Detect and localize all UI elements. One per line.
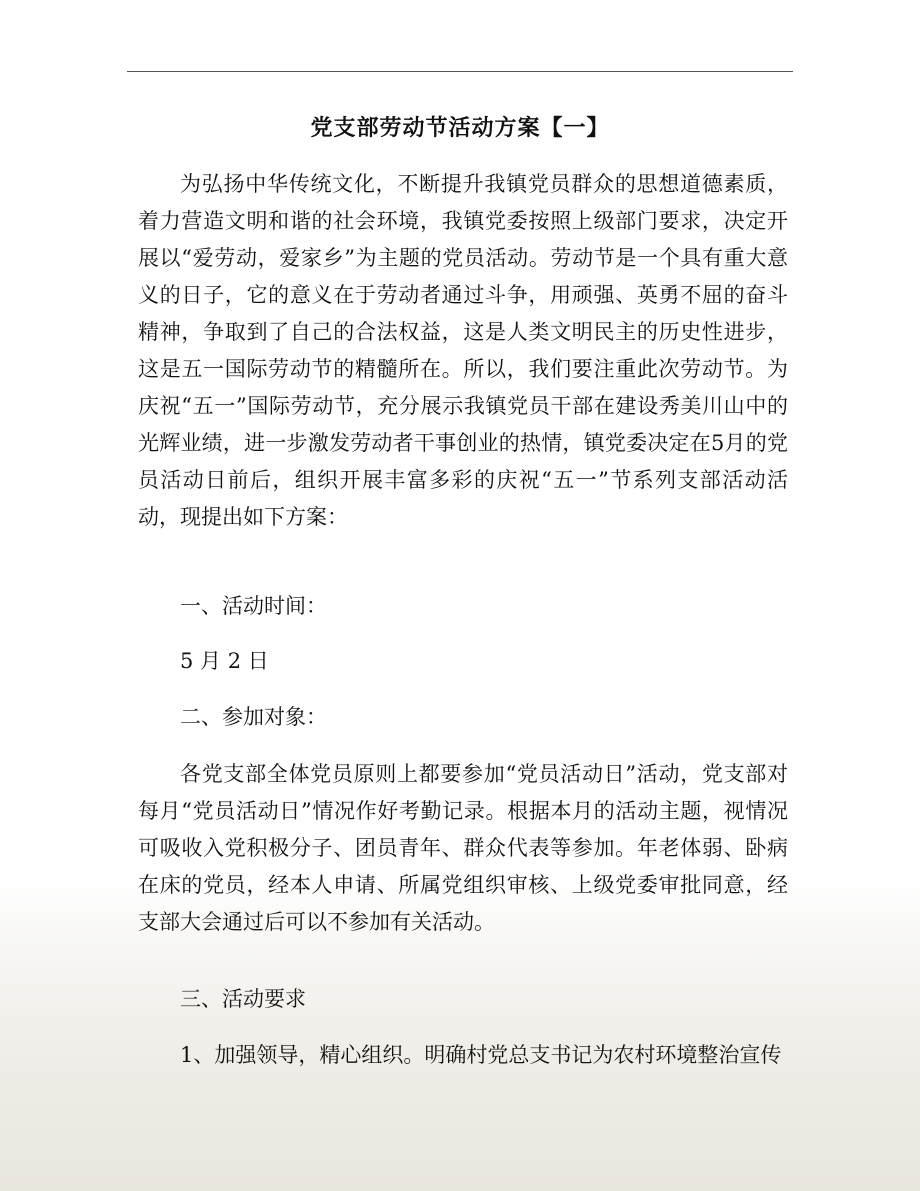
section-3-heading: 三、活动要求 bbox=[180, 987, 306, 1011]
section-3-item-1: 1、加强领导，精心组织。明确村党总支书记为农村环境整治宣传 bbox=[180, 1043, 782, 1067]
section-1-heading: 一、活动时间： bbox=[180, 594, 327, 618]
section-1-date: 5 月 2 日 bbox=[180, 649, 269, 673]
section-2-heading: 二、参加对象： bbox=[180, 705, 327, 729]
intro-paragraph: 为弘扬中华传统文化，不断提升我镇党员群众的思想道德素质，着力营造文明和谐的社会环境，我镇党委按照上级部门要求，决定开展以“爱劳动，爱家乡”为主题的党员活动。劳动节是一个具有重大意义的日子，它的意义在于劳动者通过斗争，用顽强、英勇不屈的奋斗精神，争取到了自己的合法权益，这是人类文明民主的历史性进步，这是五一国际劳动节的精髓所在。所以，我们要注重此次劳动节。为庆祝“五一”国际劳动节，充分展示我镇党员干部在建设秀美川山中的光辉业绩，进一步激发劳动者干事创业的热情，镇党委决定在5月的党员活动日前后，组织开展丰富多彩的庆祝“五一”节系列支部活动活动，现提出如下方案： bbox=[138, 172, 788, 529]
document-title: 党支部劳动节活动方案【一】 bbox=[310, 115, 610, 141]
header-rule bbox=[127, 71, 793, 72]
section-2-paragraph: 各党支部全体党员原则上都要参加“党员活动日”活动，党支部对每月“党员活动日”情况作好考勤记录。根据本月的活动主题，视情况可吸收入党积极分子、团员青年、群众代表等参加。年老体弱、卧病在床的党员，经本人申请、所属党组织审核、上级党委审批同意，经支部大会通过后可以不参加有关活动。 bbox=[138, 762, 788, 934]
